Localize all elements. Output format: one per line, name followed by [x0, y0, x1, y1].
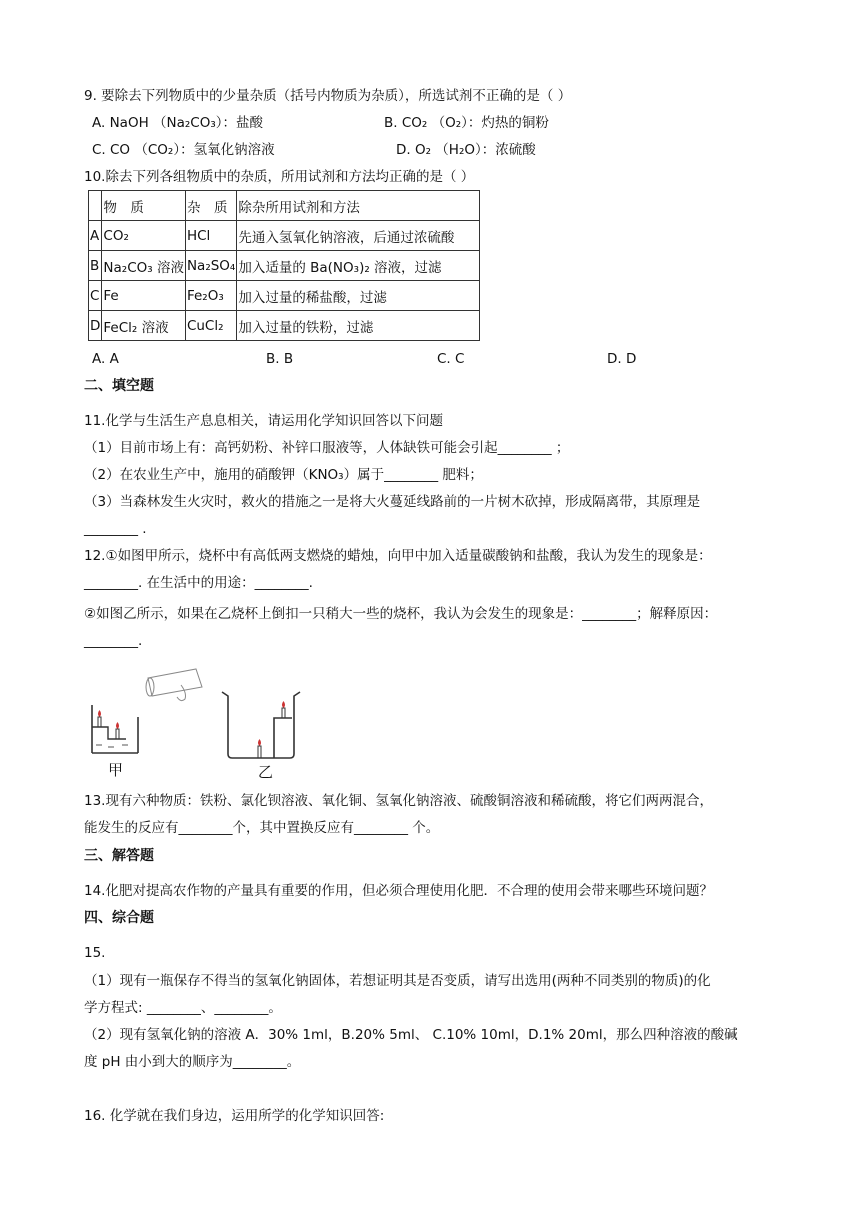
q15-number: 15.: [84, 945, 106, 961]
table-cell: FeCl₂ 溶液: [102, 311, 186, 341]
q9-option-d: D. O₂ （H₂O）：浓硫酸: [396, 142, 536, 158]
q10-table: [88, 190, 480, 341]
table-cell: 加入过量的铁粉，过滤: [237, 311, 480, 341]
q10-option-a: A. A: [92, 351, 119, 367]
table-row: [89, 281, 480, 311]
table-cell: [89, 191, 102, 221]
table-cell: D: [89, 311, 102, 341]
table-header: 物 质: [102, 191, 186, 221]
table-cell: B: [89, 251, 102, 281]
table-cell: CO₂: [102, 221, 186, 251]
q9-stem: 9. 要除去下列物质中的少量杂质（括号内物质为杂质），所选试剂不正确的是（ ）: [84, 88, 572, 104]
table-cell: CuCl₂: [185, 311, 236, 341]
q15-line-1: （1）现有一瓶保存不得当的氢氧化钠固体，若想证明其是否变质，请写出选用(两种不同类别的物质)的化: [84, 973, 711, 989]
q15-line-3: （2）现有氢氧化钠的溶液 A．30% 1ml，B.20% 5ml、 C.10% 10ml，D.1% 20ml，那么四种溶液的酸碱: [84, 1027, 738, 1043]
q12-line-4: ________.: [84, 633, 143, 649]
q13-line-2: 能发生的反应有________个，其中置换反应有________ 个。: [84, 820, 440, 836]
q10-option-d: D. D: [607, 351, 637, 367]
q9-option-c: C. CO （CO₂）：氢氧化钠溶液: [92, 142, 275, 158]
beaker-yi-figure: [218, 690, 308, 760]
q9-option-b: B. CO₂ （O₂）：灼热的铜粉: [384, 115, 549, 131]
q10-option-b: B. B: [266, 351, 294, 367]
q11-stem: 11.化学与生活生产息息相关，请运用化学知识回答以下问题: [84, 413, 443, 429]
q12-line-2: ________. 在生活中的用途：________.: [84, 575, 313, 591]
q12-line-3: ②如图乙所示，如果在乙烧杯上倒扣一只稍大一些的烧杯，我认为会发生的现象是：________；解释原因：: [84, 606, 718, 622]
table-cell: C: [89, 281, 102, 311]
table-cell: Fe: [102, 281, 186, 311]
table-row: [89, 251, 480, 281]
q10-stem: 10.除去下列各组物质中的杂质，所用试剂和方法均正确的是（ ）: [84, 169, 475, 185]
table-header: 除杂所用试剂和方法: [237, 191, 480, 221]
q9-option-a: A. NaOH （Na₂CO₃）：盐酸: [92, 115, 264, 131]
beaker-jia-figure: [86, 655, 226, 785]
table-cell: Na₂CO₃ 溶液: [102, 251, 186, 281]
q14-stem: 14.化肥对提高农作物的产量具有重要的作用，但必须合理使用化肥．不合理的使用会带来哪些环境问题？: [84, 883, 713, 899]
q11-line-1: （1）目前市场上有：高钙奶粉、补锌口服液等，人体缺铁可能会引起________ ；: [84, 440, 570, 456]
table-cell: 加入适量的 Ba(NO₃)₂ 溶液，过滤: [237, 251, 480, 281]
figure-label-jia: 甲: [108, 761, 124, 779]
table-header-row: [89, 191, 480, 221]
section-heading-answer: 三、解答题: [84, 848, 154, 864]
q13-line-1: 13.现有六种物质：铁粉、氯化钡溶液、氧化铜、氢氧化钠溶液、硫酸铜溶液和稀硫酸，将它们两两混合，: [84, 793, 713, 809]
table-cell: Fe₂O₃: [185, 281, 236, 311]
table-row: [89, 311, 480, 341]
table-cell: 加入过量的稀盐酸，过滤: [237, 281, 480, 311]
q10-option-c: C. C: [437, 351, 465, 367]
q15-line-2: 学方程式: ________、________。: [84, 1000, 282, 1016]
table-cell: 先通入氢氧化钠溶液，后通过浓硫酸: [237, 221, 480, 251]
q11-line-3: （3）当森林发生火灾时，救火的措施之一是将大火蔓延线路前的一片树木砍掉，形成隔离带，其原理是: [84, 494, 701, 510]
table-cell: A: [89, 221, 102, 251]
section-heading-fill-blank: 二、填空题: [84, 378, 154, 394]
q11-line-4: ________ .: [84, 521, 147, 537]
table-header: 杂 质: [185, 191, 236, 221]
q15-line-4: 度 pH 由小到大的顺序为________。: [84, 1054, 301, 1070]
q11-line-2: （2）在农业生产中，施用的硝酸钾（KNO₃）属于________ 肥料；: [84, 467, 483, 483]
q12-line-1: 12.①如图甲所示，烧杯中有高低两支燃烧的蜡烛，向甲中加入适量碳酸钠和盐酸，我认为发生的现象是：: [84, 548, 712, 564]
section-heading-comprehensive: 四、综合题: [84, 910, 154, 926]
table-row: [89, 221, 480, 251]
figure-label-yi: 乙: [258, 763, 274, 781]
table-cell: Na₂SO₄: [185, 251, 236, 281]
q16-stem: 16. 化学就在我们身边，运用所学的化学知识回答:: [84, 1108, 385, 1124]
table-cell: HCl: [185, 221, 236, 251]
